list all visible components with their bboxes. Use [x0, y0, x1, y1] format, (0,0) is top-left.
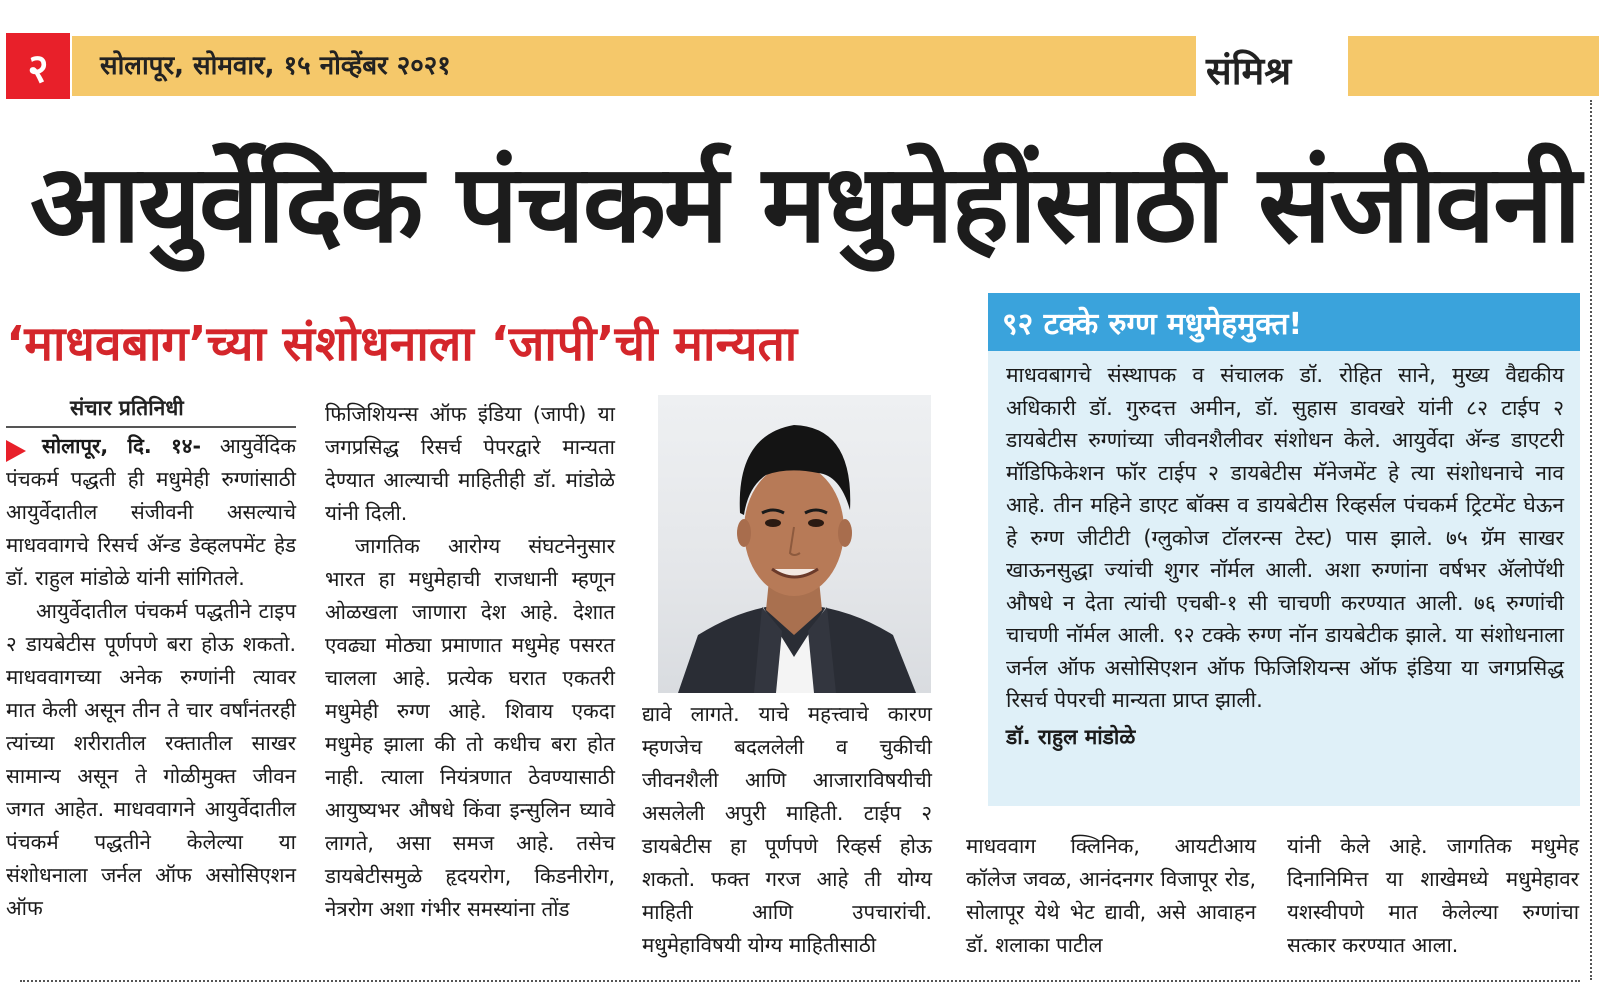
dateline-place: सोलापूर, दि. १४- — [42, 434, 201, 458]
paragraph: आयुर्वेदातील पंचकर्म पद्धतीने टाइप २ डायबेटीस पूर्णपणे बरा होऊ शकतो. माधववागच्या अनेक रुग्णांनी त्यावर मात केली असून तीन ते चार वर्षांनंतरही त्यांच्या शरीरातील रक्तातील साखर सामान्य असून ते गोळीमुक्त जीवन जगत आहेत. माधववागने आयुर्वेदातील पंचकर्म पद्धतीने केलेल्या या संशोधनाला जर्नल ऑफ असोसिएशन ऑफ — [6, 599, 296, 920]
subheadline: ‘माधवबाग’च्या संशोधनाला ‘जापी’ची मान्यता — [6, 316, 798, 372]
section-name: संमिश्र — [1206, 49, 1292, 93]
infobox-title: ९२ टक्के रुग्ण मधुमेहमुक्त! — [988, 293, 1580, 351]
paragraph: माधववाग क्लिनिक, आयटीआय कॉलेज जवळ, आनंदनगर विजापूर रोड, सोलापूर येथे भेट द्यावी, असे आवाहन डॉ. शलाका पाटील — [966, 834, 1256, 957]
article-column-2 — [325, 398, 615, 926]
dateline: सोलापूर, सोमवार, १५ नोव्हेंबर २०२१ — [100, 51, 451, 81]
article-column-1 — [6, 430, 296, 925]
infobox-body: माधवबागचे संस्थापक व संचालक डॉ. रोहित साने, मुख्य वैद्यकीय अधिकारी डॉ. गुरुदत्त अमीन, डॉ. सुहास डावखरे यांनी ८२ टाईप २ डायबेटीस रुग्णांच्या जीवनशैलीवर संशोधन केले. आयुर्वेदा अ‍ॅन्ड डाएटरी मॉडिफिकेशन फॉर टाईप २ डायबेटीस मॅनेजमेंट हे त्या संशोधनाचे नाव आहे. तीन महिने डाएट बॉक्स व डायबेटीस रिव्हर्सल पंचकर्म ट्रिटमेंट घेऊन हे रुग्ण जीटीटी (ग्लुकोज टॉलरन्स टेस्ट) पास झाले. ७५ ग्रॅम साखर खाऊनसुद्धा ज्यांची शुगर नॉर्मल आली. अशा रुग्णांना वर्षभर अ‍ॅलोपॅथी औषधे न देता त्यांची एचबी-१ सी चाचणी करण्यात आली. ७६ रुग्णांची चाचणी नॉर्मल आली. ९२ टक्के रुग्ण नॉन डायबेटीक झाले. या संशोधनाला जर्नल ऑफ असोसिएशन ऑफ फिजिशियन्स ऑफ इंडिया या जगप्रसिद्ध रिसर्च पेपरची मान्यता प्राप्त झाली. — [1006, 363, 1564, 712]
right-dotted-divider — [1590, 100, 1592, 980]
header-band-right — [1348, 36, 1599, 96]
infobox-body-panel — [988, 351, 1580, 806]
page-number: २ — [6, 33, 70, 99]
byline-rule — [6, 426, 296, 428]
paragraph: जागतिक आरोग्य संघटनेनुसार भारत हा मधुमेहाची राजधानी म्हणून ओळखला जाणारा देश आहे. देशात एवढ्या मोठ्या प्रमाणात मधुमेह पसरत चालला आहे. प्रत्येक घरात एकतरी मधुमेही रुग्ण आहे. शिवाय एकदा मधुमेह झाला की तो कधीच बरा होत नाही. त्याला नियंत्रणात ठेवण्यासाठी आयुष्यभर औषधे किंवा इन्सुलिन घ्यावे लागते, असा समज आहे. तसेच डायबेटीसमुळे हृदयरोग, किडनीरोग, नेत्ररोग अशा गंभीर समस्यांना तोंड — [325, 534, 615, 921]
article-column-3 — [642, 698, 932, 962]
headline: आयुर्वेदिक पंचकर्म मधुमेहींसाठी संजीवनी — [30, 142, 1580, 267]
lead-paragraph — [6, 430, 296, 595]
portrait-illustration — [658, 395, 931, 693]
article-column-5 — [1287, 830, 1579, 962]
paragraph: फिजिशियन्स ऑफ इंडिया (जापी) या जगप्रसिद्ध रिसर्च पेपरद्वारे मान्यता देण्यात आल्याची माहितीही डॉ. मांडोळे यांनी दिली. — [325, 402, 615, 525]
paragraph: यांनी केले आहे. जागतिक मधुमेह दिनानिमित्त या शाखेमध्ये मधुमेहावर यशस्वीपणे मात केलेल्या रुग्णांचा सत्कार करण्यात आला. — [1287, 834, 1579, 957]
portrait-photo — [658, 395, 931, 693]
paragraph: द्यावे लागते. याचे महत्त्वाचे कारण म्हणजेच बदललेली व चुकीची जीवनशैली आणि आजाराविषयीची असलेली अपुरी माहिती. टाईप २ डायबेटीस हा पूर्णपणे रिव्हर्स होऊ शकतो. फक्त गरज आहे ती योग्य माहिती आणि उपचारांची. मधुमेहाविषयी योग्य माहितीसाठी — [642, 702, 932, 957]
bottom-dotted-divider — [20, 980, 1580, 982]
article-column-4 — [966, 830, 1256, 962]
lead-text: आयुर्वेदिक पंचकर्म पद्धती ही मधुमेही रुग्णांसाठी आयुर्वेदातील संजीवनी असल्याचे माधववागचे रिसर्च अ‍ॅन्ड डेव्हलपमेंट हेड डॉ. राहुल मांडोळे यांनी सांगितले. — [6, 434, 297, 590]
byline: संचार प्रतिनिधी — [70, 396, 184, 420]
infobox-signature: डॉ. राहुल मांडोळे — [1006, 724, 1136, 749]
